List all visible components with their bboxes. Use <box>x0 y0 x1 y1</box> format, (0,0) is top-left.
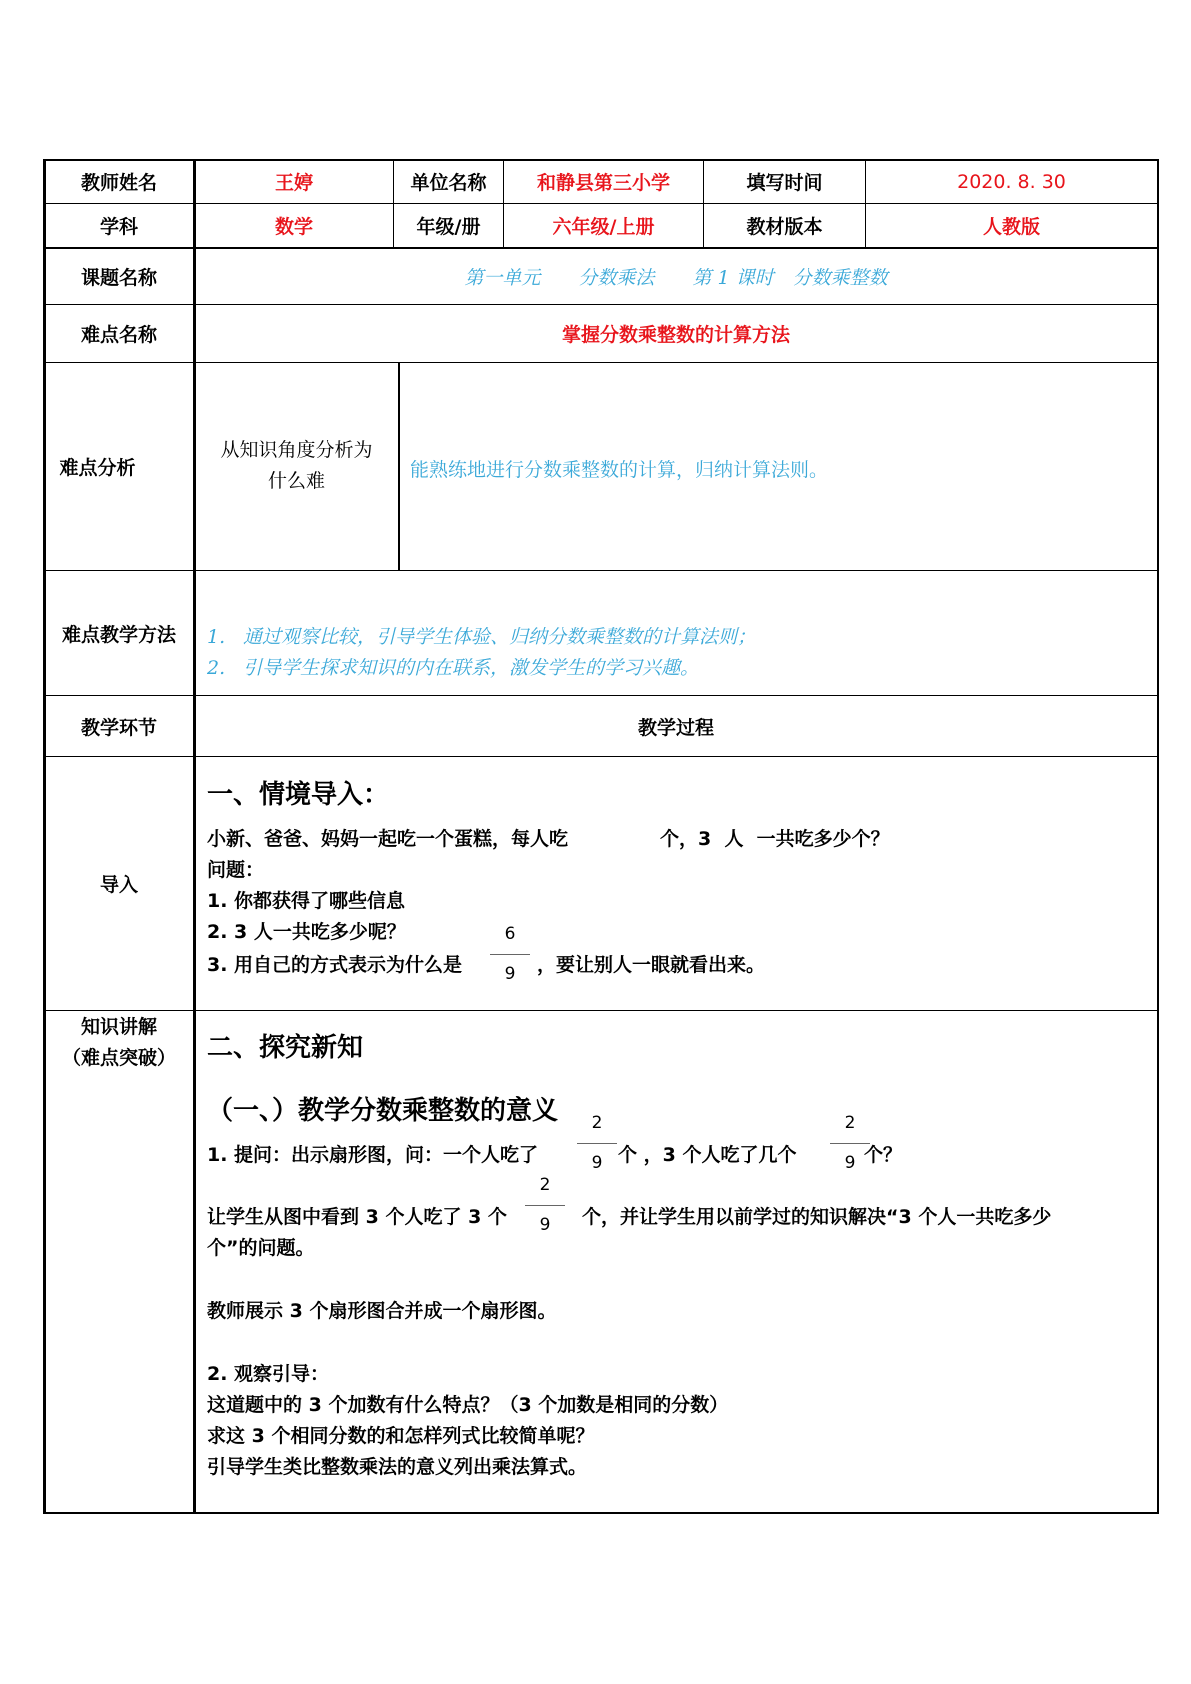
analysis-sublabel-line-1: 从知识角度分析为 <box>220 439 373 461</box>
fraction-numerator: 2 <box>844 1113 856 1133</box>
difficulty-label: 难点名称 <box>80 324 157 346</box>
fraction-denominator: 9 <box>539 1215 551 1235</box>
paragraph-2: 教师展示 3 个扇形图合并成一个扇形图。 <box>207 1300 557 1322</box>
method-item <box>207 622 756 653</box>
topic-label: 课题名称 <box>80 267 157 289</box>
unit-name-value: 和静县第三小学 <box>536 172 670 194</box>
knowledge-heading: 二、探究新知 <box>207 1033 364 1063</box>
intro-line-2: 问题： <box>207 859 265 881</box>
grade-label: 年级/册 <box>416 216 481 238</box>
knowledge-subheading: （一、）教学分数乘整数的意义 <box>207 1096 559 1126</box>
unit-name-label: 单位名称 <box>410 172 487 194</box>
teaching-process-label: 教学过程 <box>637 716 714 739</box>
section-2-line-3: 引导学生类比整数乘法的意义列出乘法算式。 <box>207 1456 588 1478</box>
fraction-bar <box>525 1205 565 1206</box>
intro-heading: 一、情境导入： <box>207 780 390 810</box>
method-item-text: 引导学生探求知识的内在联系，激发学生的学习兴趣。 <box>243 657 700 679</box>
intro-line-1a: 小新、爸爸、妈妈一起吃一个蛋糕，每人吃 <box>207 828 569 850</box>
paragraph-1b: 个，并让学生用以前学过的知识解决“3 个人一共吃多少 <box>582 1206 1052 1228</box>
fraction-numerator: 2 <box>539 1175 551 1195</box>
fraction-bar <box>577 1143 617 1144</box>
method-item <box>207 653 756 684</box>
question-1c: 个？ <box>864 1144 903 1166</box>
analysis-content: 能熟练地进行分数乘整数的计算，归纳计算法则。 <box>410 459 829 481</box>
grade-value: 六年级/上册 <box>552 216 655 238</box>
subject-value: 数学 <box>274 216 313 238</box>
intro-line-5a: 3. 用自己的方式表示为什么是 <box>207 954 463 976</box>
method-label: 难点教学方法 <box>61 623 176 646</box>
question-1a: 1. 提问：出示扇形图，问：一个人吃了 <box>207 1144 539 1166</box>
fill-date-label: 填写时间 <box>746 172 823 194</box>
fraction-numerator: 6 <box>504 924 516 944</box>
intro-label: 导入 <box>99 874 138 896</box>
knowledge-label-line-1: 知识讲解 <box>80 1016 157 1038</box>
subject-label: 学科 <box>99 216 138 238</box>
method-item-number: 2. <box>207 657 226 679</box>
knowledge-label-line-2: （难点突破） <box>61 1047 176 1069</box>
paragraph-1a: 让学生从图中看到 3 个人吃了 3 个 <box>207 1206 507 1228</box>
teaching-stage-label: 教学环节 <box>80 716 157 739</box>
fraction-denominator: 9 <box>504 964 516 984</box>
intro-line-5b: ，要让别人一眼就看出来。 <box>537 954 766 976</box>
teacher-name-label: 教师姓名 <box>80 172 157 194</box>
intro-line-4: 2. 3 人一共吃多少呢？ <box>207 921 406 943</box>
method-list <box>207 622 756 684</box>
section-2-title: 2. 观察引导： <box>207 1363 330 1385</box>
analysis-label: 难点分析 <box>59 457 136 479</box>
knowledge-label <box>45 1012 193 1074</box>
fraction-denominator: 9 <box>591 1153 603 1173</box>
intro-line-1b: 个，3 人 一共吃多少个？ <box>660 828 890 850</box>
analysis-sublabel <box>195 435 398 497</box>
section-2-line-1: 这道题中的 3 个加数有什么特点？（3 个加数是相同的分数） <box>207 1394 729 1416</box>
fraction-bar <box>490 954 530 955</box>
analysis-sublabel-line-2: 什么难 <box>267 470 325 492</box>
teacher-name-value: 王婷 <box>274 172 313 194</box>
method-item-text: 通过观察比较，引导学生体验、归纳分数乘整数的计算法则； <box>243 626 757 648</box>
fraction-numerator: 2 <box>591 1113 603 1133</box>
difficulty-value: 掌握分数乘整数的计算方法 <box>561 324 790 346</box>
paragraph-1c: 个”的问题。 <box>207 1237 315 1259</box>
topic-value: 第一单元 分数乘法 第 1 课时 分数乘整数 <box>464 267 888 289</box>
edition-label: 教材版本 <box>746 216 823 238</box>
intro-line-3: 1. 你都获得了哪些信息 <box>207 890 406 912</box>
fill-date-value: 2020. 8. 30 <box>957 170 1066 193</box>
section-2-line-2: 求这 3 个相同分数的和怎样列式比较简单呢？ <box>207 1425 595 1447</box>
question-1b: 个 ，3 个人吃了几个 <box>618 1144 797 1166</box>
fraction-denominator: 9 <box>844 1153 856 1173</box>
method-item-number: 1. <box>207 626 226 648</box>
edition-value: 人教版 <box>982 216 1040 238</box>
